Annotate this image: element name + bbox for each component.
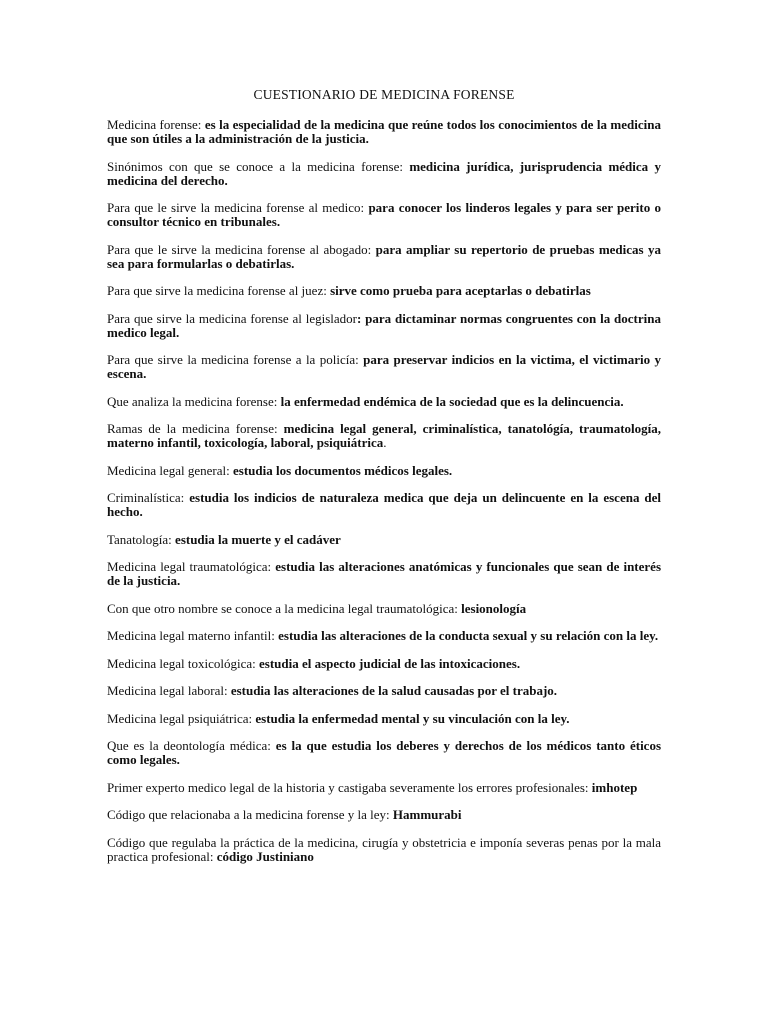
question-text: Con que otro nombre se conoce a la medicina legal traumatológica: [107, 600, 462, 616]
question-text: Para que sirve la medicina forense al juez: [107, 283, 331, 298]
answer-text: Hammurabi [392, 807, 462, 822]
qa-item [107, 422, 661, 450]
question-text: Código que relacionaba a la medicina forense y la ley: [107, 807, 393, 822]
answer-text: código Justiniano [216, 848, 314, 864]
qa-item [107, 560, 661, 588]
answer-text: estudia la muerte y el cadáver [175, 531, 341, 547]
document-page [107, 88, 661, 877]
answer-text: es la que estudia los deberes y derechos de los médicos tanto éticos como legales. [107, 738, 662, 767]
qa-item [107, 836, 661, 864]
qa-item [107, 395, 661, 409]
qa-item [107, 781, 661, 795]
qa-item [107, 629, 661, 643]
qa-item [107, 284, 661, 298]
answer-text: lesionología [461, 600, 527, 616]
question-text: Que es la deontología médica: [107, 738, 276, 753]
qa-item [107, 353, 661, 381]
qa-item [107, 712, 661, 726]
qa-item [107, 491, 661, 519]
question-text: Medicina legal laboral: [107, 683, 231, 698]
qa-item [107, 657, 661, 671]
answer-text: sirve como prueba para aceptarlas o debatirlas [330, 283, 591, 298]
qa-item [107, 808, 661, 822]
answer-text: estudia las alteraciones anatómicas y funcionales que sean de interés de la justicia. [107, 559, 661, 588]
qa-item [107, 533, 661, 547]
answer-text: medicina jurídica, jurisprudencia médica y medicina del derecho. [107, 158, 661, 188]
question-text: Código que regulaba la práctica de la medicina, cirugía y obstetricia e imponía severas penas por la mala practica profesional: [107, 834, 661, 864]
question-text: Para que sirve la medicina forense a la policía: [107, 352, 364, 367]
question-text: Medicina forense: [107, 117, 205, 132]
answer-text: para conocer los linderos legales y para ser perito o consultor técnico en tribunales. [107, 200, 661, 229]
qa-item [107, 243, 661, 271]
question-text: Primer experto medico legal de la historia y castigaba severamente los errores profesionales: [107, 779, 592, 795]
answer-text: estudia los documentos médicos legales. [232, 462, 453, 478]
question-text: Ramas de la medicina forense: [107, 421, 284, 436]
answer-text: para ampliar su repertorio de pruebas medicas ya sea para formularlas o debatirlas. [107, 241, 662, 271]
qa-item [107, 312, 661, 340]
question-text: Medicina legal psiquiátrica: [107, 710, 256, 726]
qa-item [107, 739, 661, 767]
qa-item [107, 464, 661, 478]
answer-text: : para dictaminar normas congruentes con la doctrina medico legal. [107, 310, 661, 340]
question-text: Medicina legal toxicológica: [107, 655, 259, 671]
qa-item [107, 160, 661, 188]
answer-text: es la especialidad de la medicina que reúne todos los conocimientos de la medicina que son útiles a la administración de la justicia. [107, 117, 661, 146]
answer-text: estudia el aspecto judicial de las intoxicaciones. [258, 655, 521, 671]
qa-item [107, 118, 661, 146]
answer-text: estudia las alteraciones de la salud causadas por el trabajo. [230, 683, 558, 698]
answer-text: para preservar indicios en la victima, el victimario y escena. [107, 352, 661, 381]
answer-text: medicina legal general, criminalística, tanatológía, traumatología, materno infantil, toxicología, laboral, psiquiátrica [107, 421, 661, 450]
question-text: Medicina legal traumatológica: [107, 559, 276, 574]
answer-text: estudia la enfermedad mental y su vinculación con la ley. [255, 710, 570, 726]
qa-item [107, 201, 661, 229]
qa-item [107, 602, 661, 616]
question-text: Medicina legal materno infantil: [107, 628, 279, 643]
question-text: Para que le sirve la medicina forense al medico: [107, 200, 369, 215]
answer-text: la enfermedad endémica de la sociedad que es la delincuencia. [280, 393, 624, 409]
question-text: Criminalística: [107, 490, 190, 505]
answer-text: estudia los indicios de naturaleza medica que deja un delincuente en la escena del hecho. [107, 490, 662, 519]
document-title: CUESTIONARIO DE MEDICINA FORENSE [253, 87, 515, 102]
answer-tail: . [383, 435, 387, 450]
question-text: Medicina legal general: [107, 462, 233, 478]
question-text: Que analiza la medicina forense: [107, 393, 281, 409]
answer-text: imhotep [591, 779, 638, 795]
question-text: Sinónimos con que se conoce a la medicina forense: [107, 158, 410, 174]
question-text: Para que sirve la medicina forense al legislador [107, 310, 357, 326]
answer-text: estudia las alteraciones de la conducta sexual y su relación con la ley. [278, 628, 659, 643]
qa-item [107, 684, 661, 698]
question-text: Tanatología: [107, 531, 176, 547]
question-text: Para que le sirve la medicina forense al abogado: [107, 241, 376, 257]
